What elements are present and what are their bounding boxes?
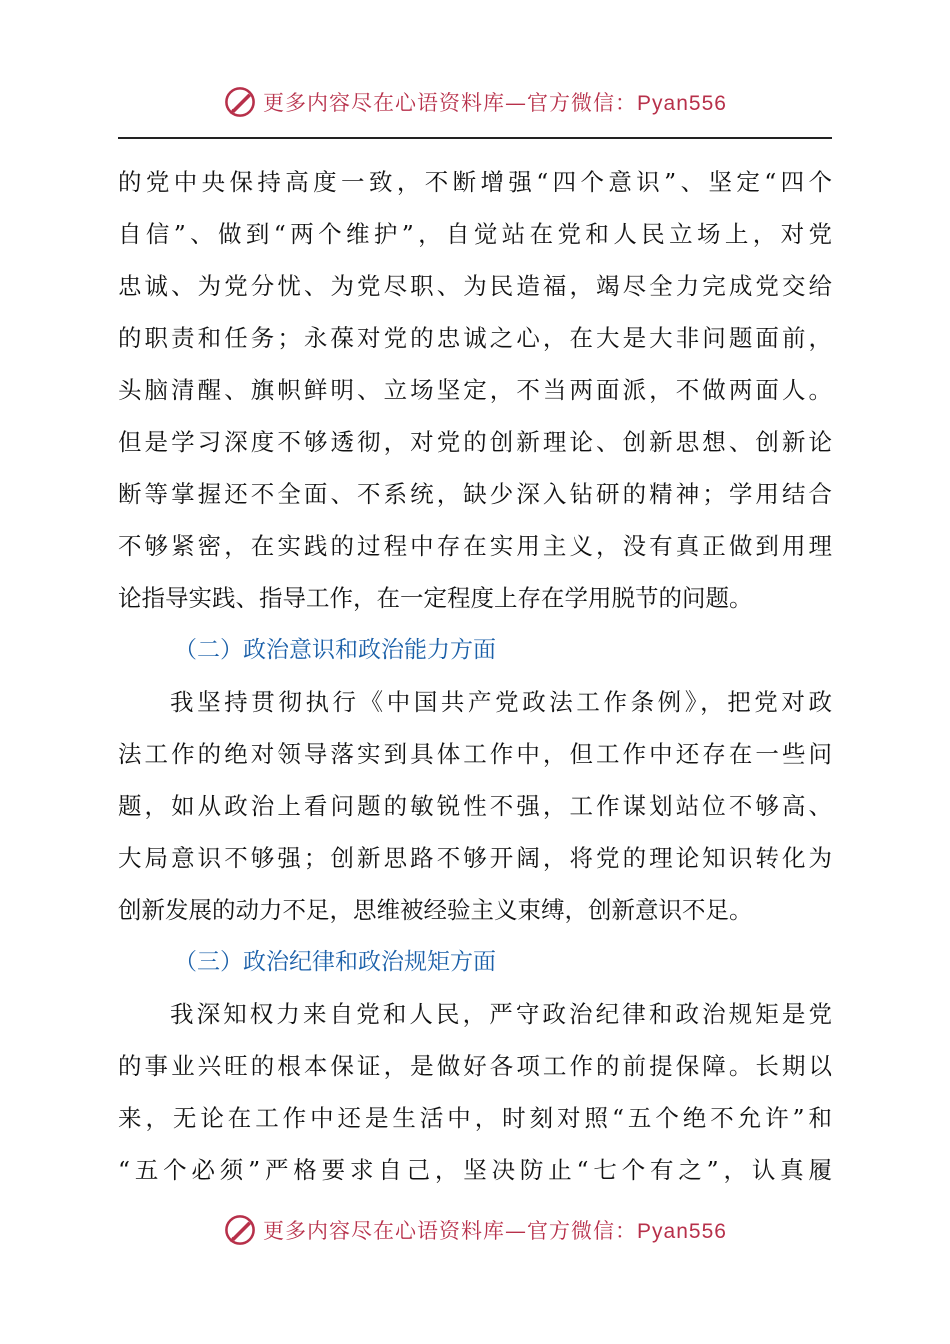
paragraph-line: “五个必须”严格要求自己，坚决防止“七个有之”，认真履 (118, 1156, 832, 1184)
paragraph-line: 的事业兴旺的根本保证，是做好各项工作的前提保障。长期以 (118, 1052, 832, 1080)
pen-circle-logo-icon (223, 85, 257, 119)
header-rule (118, 137, 832, 139)
header-banner-text (263, 87, 727, 117)
paragraph-line: 我坚持贯彻执行《中国共产党政法工作条例》，把党对政 (170, 688, 832, 716)
paragraph-line: 的职责和任务；永葆对党的忠诚之心，在大是大非问题面前， (118, 324, 832, 352)
header-banner (0, 82, 950, 122)
paragraph-line: 的党中央保持高度一致，不断增强“四个意识”、坚定“四个 (118, 168, 832, 196)
paragraph-line: 创新发展的动力不足，思维被经验主义束缚，创新意识不足。 (118, 896, 753, 924)
paragraph-line: 忠诚、为党分忧、为党尽职、为民造福，竭尽全力完成党交给 (118, 272, 832, 300)
footer-banner-label: 更多内容尽在心语资料库—官方微信： (263, 1219, 638, 1243)
paragraph-line: 法工作的绝对领导落实到具体工作中，但工作中还存在一些问 (118, 740, 832, 768)
footer-banner (0, 1210, 950, 1250)
footer-banner-contact: Pyan556 (637, 1220, 727, 1243)
header-banner-label: 更多内容尽在心语资料库—官方微信： (263, 91, 638, 115)
pen-circle-logo-icon (223, 1213, 257, 1247)
section-heading-political-awareness: （二）政治意识和政治能力方面 (174, 637, 496, 663)
header-banner-contact: Pyan556 (637, 92, 727, 115)
paragraph-line: 论指导实践、指导工作，在一定程度上存在学用脱节的问题。 (118, 584, 753, 612)
paragraph-line: 头脑清醒、旗帜鲜明、立场坚定，不当两面派，不做两面人。 (118, 376, 832, 404)
document-body (118, 156, 832, 1196)
footer-banner-text (263, 1215, 727, 1245)
paragraph-line: 我深知权力来自党和人民，严守政治纪律和政治规矩是党 (170, 1000, 832, 1028)
paragraph-line: 自信”、做到“两个维护”，自觉站在党和人民立场上，对党 (118, 220, 832, 248)
paragraph-line: 题，如从政治上看问题的敏锐性不强，工作谋划站位不够高、 (118, 792, 832, 820)
paragraph-line: 来，无论在工作中还是生活中，时刻对照“五个绝不允许”和 (118, 1104, 832, 1132)
paragraph-line: 不够紧密，在实践的过程中存在实用主义，没有真正做到用理 (118, 532, 832, 560)
paragraph-line: 断等掌握还不全面、不系统，缺少深入钻研的精神；学用结合 (118, 480, 832, 508)
paragraph-line: 大局意识不够强；创新思路不够开阔，将党的理论知识转化为 (118, 844, 832, 872)
paragraph-line: 但是学习深度不够透彻，对党的创新理论、创新思想、创新论 (118, 428, 832, 456)
section-heading-political-discipline: （三）政治纪律和政治规矩方面 (174, 949, 496, 975)
